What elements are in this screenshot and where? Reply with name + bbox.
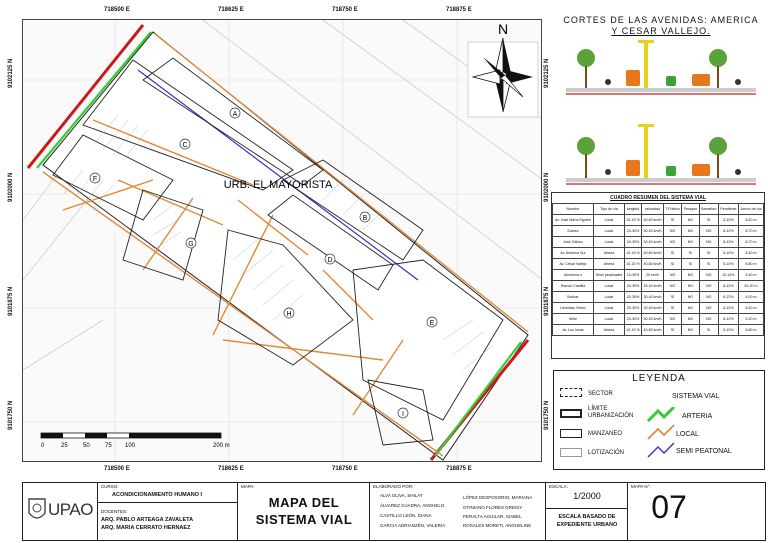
legend-limite: LÍMITE URBANIZACIÓN [588,406,634,419]
summary-cell: NO [663,314,681,325]
summary-cell: 8.40 m [738,215,763,226]
summary-row [553,248,764,259]
summary-cell: 30-40 km/h [642,237,664,248]
summary-header: Semaforo [699,204,718,215]
summary-cell: NO [682,292,699,303]
summary-cell: Arteria [593,259,624,270]
coord-bottom-2: 718625 E [218,466,244,472]
author-8: ROSALES MORETI, ANGHELINE [463,523,532,528]
summary-cell: SI [699,215,718,226]
summary-header: Tipo de vía [593,204,624,215]
summary-cell: SI [663,303,681,314]
sections-title [556,15,766,37]
scale-25: 25 [61,443,68,449]
summary-header: velocidad [642,204,664,215]
summary-row [553,226,764,237]
legend-lotizacion: LOTIZACIÓN [588,450,625,456]
coord-left-1: 9102125 N [8,58,14,88]
summary-cell: Local [593,281,624,292]
summary-cell: 10-30% [624,270,641,281]
summary-cell: 40-60 km/h [642,259,664,270]
summary-cell: SI [663,248,681,259]
summary-cell: 8-12% [718,303,738,314]
semi-symbol [648,443,674,457]
sector-c: C [182,142,188,149]
summary-cell: Bolívar [553,292,594,303]
summary-cell: NO [663,226,681,237]
summary-cell: José Gálvez [553,237,594,248]
base-line-2: EXPEDIENTE URBANO [556,522,618,528]
summary-cell: 6.20 m [738,314,763,325]
summary-cell: Arteria [593,248,624,259]
docente-2: ARQ. MARIA CERRATO HERNAEZ [101,525,191,531]
summary-cell: NO [682,303,699,314]
summary-cell: SI [663,259,681,270]
summary-cell: Av. César Vallejo [553,259,594,270]
summary-row [553,237,764,248]
summary-cell: Av. Los Incas [553,325,594,336]
scale-75: 75 [105,443,112,449]
coord-right-4: 9101750 N [544,400,550,430]
summary-header: Ancho de vía [738,204,763,215]
sector-e: E [429,320,435,327]
summary-body [553,215,764,336]
escala-value: 1/2000 [573,491,601,501]
summary-cell: 5-10% [718,259,738,270]
escala-label: ESCALA: [549,484,569,489]
summary-cell: 8-12% [718,314,738,325]
map-frame[interactable] [22,19,542,462]
summary-header: Nombre [553,204,594,215]
summary-cell: NO [699,270,718,281]
mapa-n-value: 07 [651,489,687,525]
summary-cell: NO [682,314,699,325]
summary-row [553,325,764,336]
map-title-cell [238,483,370,540]
summary-cell: SI [663,215,681,226]
summary-cell: 40-60 km/h [642,215,664,226]
street-sections [556,40,766,190]
authors-cell [370,483,546,540]
sector-symbol [560,388,582,397]
legend-local: LOCAL [676,431,699,438]
summary-cell: 8-12% [718,292,738,303]
sector-b: B [362,215,368,222]
summary-cell: 20-30% [624,226,641,237]
summary-cell: Local [593,237,624,248]
summary-cell: 40-60 km/h [642,325,664,336]
summary-cell: NO [699,303,718,314]
summary-cell: NO [663,237,681,248]
lotizacion-symbol [560,448,582,457]
curso-value: ACONDICIONAMIENTO HUMANO I [112,492,203,498]
north-label: N [497,21,509,37]
curso-label: CURSO: [101,484,119,489]
coord-top-3: 718750 E [332,7,358,13]
summary-row [553,314,764,325]
sector-f: F [92,176,98,183]
summary-cell: 20-30% [624,303,641,314]
scale-200: 200 m [213,443,230,449]
summary-cell: Suarez [553,226,594,237]
summary-cell: SI [663,292,681,303]
docente-1: ARQ. PABLO ARTEAGA ZAVALETA [101,517,194,523]
summary-cell: 5-10% [718,248,738,259]
summary-header: Pendiente [718,204,738,215]
summary-header: longitud [624,204,641,215]
summary-cell: Semi peatonales [593,270,624,281]
sections-title-line1: CORTES DE LAS AVENIDAS: AMERICA [563,15,759,25]
north-arrow-icon [468,21,538,117]
summary-cell: 5.40 m [738,270,763,281]
summary-cell: 30-40 km/h [642,303,664,314]
scale-0: 0 [41,443,45,449]
summary-cell: NO [682,281,699,292]
summary-cell: 30-40 km/h [642,314,664,325]
summary-row [553,281,764,292]
summary-grid [552,203,764,336]
summary-cell: 25-40 km/h [642,281,664,292]
base-line-1: ESCALA BASADO DE [558,514,616,520]
summary-cell: 8.40 m [738,248,763,259]
summary-cell: 8-12% [718,281,738,292]
coord-right-1: 9102125 N [544,58,550,88]
summary-cell: Ramón Castilla [553,281,594,292]
summary-cell: 20-30% [624,292,641,303]
coord-left-3: 9101875 N [8,286,14,316]
summary-cell: SI [699,248,718,259]
summary-cell: NO [682,226,699,237]
summary-row [553,259,764,270]
mapa-n-label: MAPA N°: [631,484,651,489]
summary-cell: SI [682,248,699,259]
coord-top-1: 718500 E [104,7,130,13]
author-4: GARCIA ADRIANZÉN, VALERIA [380,523,446,528]
legend-title: LEYENDA [632,373,686,384]
summary-cell: 10-14% [718,270,738,281]
section-america [566,40,756,94]
summary-cell: Local [593,314,624,325]
elaborado-label: ELABORADO POR: [373,484,414,489]
summary-header: T.Público [663,204,681,215]
legend-manzaneo: MANZANEO [588,431,623,437]
course-cell [98,483,238,540]
summary-cell: 20-30% [624,281,641,292]
road-symbols [646,407,676,467]
summary-cell: NO [663,270,681,281]
summary-title: CUADRO RESUMEN DEL SISTEMA VIAL [610,195,706,201]
summary-cell: 8.70 m [738,237,763,248]
local-symbol [648,425,674,439]
summary-cell: NO [699,314,718,325]
summary-cell: 10-15 % [624,215,641,226]
summary-cell: 30-40 km/h [642,226,664,237]
scale-50: 50 [83,443,90,449]
summary-cell: SI [682,259,699,270]
summary-cell: NO [682,237,699,248]
title-block [22,482,766,541]
summary-cell: 10-15 % [624,248,641,259]
legend-sector: SECTOR [588,391,613,397]
summary-cell: Local [593,292,624,303]
summary-cell: Arteria [593,325,624,336]
summary-cell: 6.00 m [738,292,763,303]
coord-left-2: 9102000 N [8,172,14,202]
summary-cell: NO [682,325,699,336]
coord-top-4: 718875 E [446,7,472,13]
summary-cell: 8-12% [718,237,738,248]
sector-a: A [232,111,238,118]
summary-cell: NO [663,281,681,292]
summary-cell: Leonidas Yerovi [553,303,594,314]
summary-cell: Local [593,215,624,226]
summary-table [551,192,765,359]
summary-cell: NO [682,270,699,281]
legend-arteria: ARTERIA [682,413,713,420]
summary-cell: NO [699,281,718,292]
summary-cell: 8.70 m [738,226,763,237]
summary-header-row [553,204,764,215]
scale-cell [546,483,628,540]
summary-cell: SI [699,325,718,336]
coord-bottom-4: 718875 E [446,466,472,472]
summary-row [553,215,764,226]
author-7: PERALTA AGUILAR, ISABEL [463,514,522,519]
author-5: LÓPEZ DESPOSORIO, MARIANA [463,495,533,500]
legend [553,370,765,470]
summary-cell: 10-15 % [624,259,641,270]
urb-label: URB. EL MAYORISTA [223,179,333,191]
course-divider [98,502,237,503]
summary-cell: 5-10% [718,325,738,336]
summary-cell: Av. José María Eguren [553,215,594,226]
summary-cell: 61.20 m [738,281,763,292]
summary-cell: 5-10% [718,215,738,226]
summary-cell: Av. América Sur [553,248,594,259]
urbanization-area [43,32,528,460]
summary-cell: Mitre [553,314,594,325]
legend-semi: SEMI PEATONAL [676,448,732,455]
arteria-symbol [648,407,674,421]
summary-cell: 10-15 % [624,325,641,336]
coord-right-2: 9102000 N [544,172,550,202]
limite-symbol [560,409,582,418]
legend-sistema-vial: SISTEMA VIAL [672,393,720,400]
summary-cell: 40-60 km/h [642,248,664,259]
author-3: CASTILLO LEÓN, DIANA [380,513,432,518]
summary-cell: Local [593,303,624,314]
summary-header: Peraque [682,204,699,215]
summary-cell: NO [699,237,718,248]
coord-bottom-1: 718500 E [104,466,130,472]
upao-logo-icon [27,497,47,523]
scale-divider [546,508,628,509]
map-title-2: SISTEMA VIAL [255,512,353,527]
summary-cell: 8.80 m [738,325,763,336]
scale-100: 100 [125,443,136,449]
summary-row [553,292,764,303]
author-1: ALVA OLIVA, SHILAT [380,493,423,498]
author-2: ÁLVAREZ CUADRA, ANGHELO [380,503,445,508]
mapa-label: MAPA: [241,484,255,489]
coord-top-2: 718625 E [218,7,244,13]
summary-cell: NO [699,226,718,237]
map-title-1: MAPA DEL [268,495,340,510]
docentes-label: DOCENTES: [101,509,128,514]
coord-right-3: 9101875 N [544,286,550,316]
sector-h: H [286,311,292,318]
summary-cell: 20 km/h [642,270,664,281]
summary-cell: SI [699,259,718,270]
sector-g: G [188,241,194,248]
summary-cell: 8-12% [718,226,738,237]
sector-i: I [402,411,404,418]
summary-cell: Local [593,226,624,237]
summary-cell: SI [663,325,681,336]
summary-cell: 20-30% [624,314,641,325]
map-number-cell [628,483,767,540]
map-canvas [23,20,542,462]
summary-row [553,303,764,314]
summary-cell: 20-30% [624,237,641,248]
logo-text: UPAO [48,500,93,519]
section-cesar-vallejo [566,124,756,184]
summary-row [553,270,764,281]
summary-cell: Alcerreca n [553,270,594,281]
coord-left-4: 9101750 N [8,400,14,430]
summary-cell: 6.40 m [738,303,763,314]
sector-d: D [327,257,333,264]
author-6: OTINIANO FLORES GREISY [463,505,523,510]
summary-cell: NO [682,215,699,226]
summary-cell: 8.80 m [738,259,763,270]
summary-cell: NO [699,292,718,303]
summary-cell: 30-40 km/h [642,292,664,303]
coord-bottom-3: 718750 E [332,466,358,472]
scale-bar [41,433,230,449]
logo-cell [23,483,98,540]
manzaneo-symbol [560,429,582,438]
sections-title-line2: Y CESAR VALLEJO. [611,26,711,36]
